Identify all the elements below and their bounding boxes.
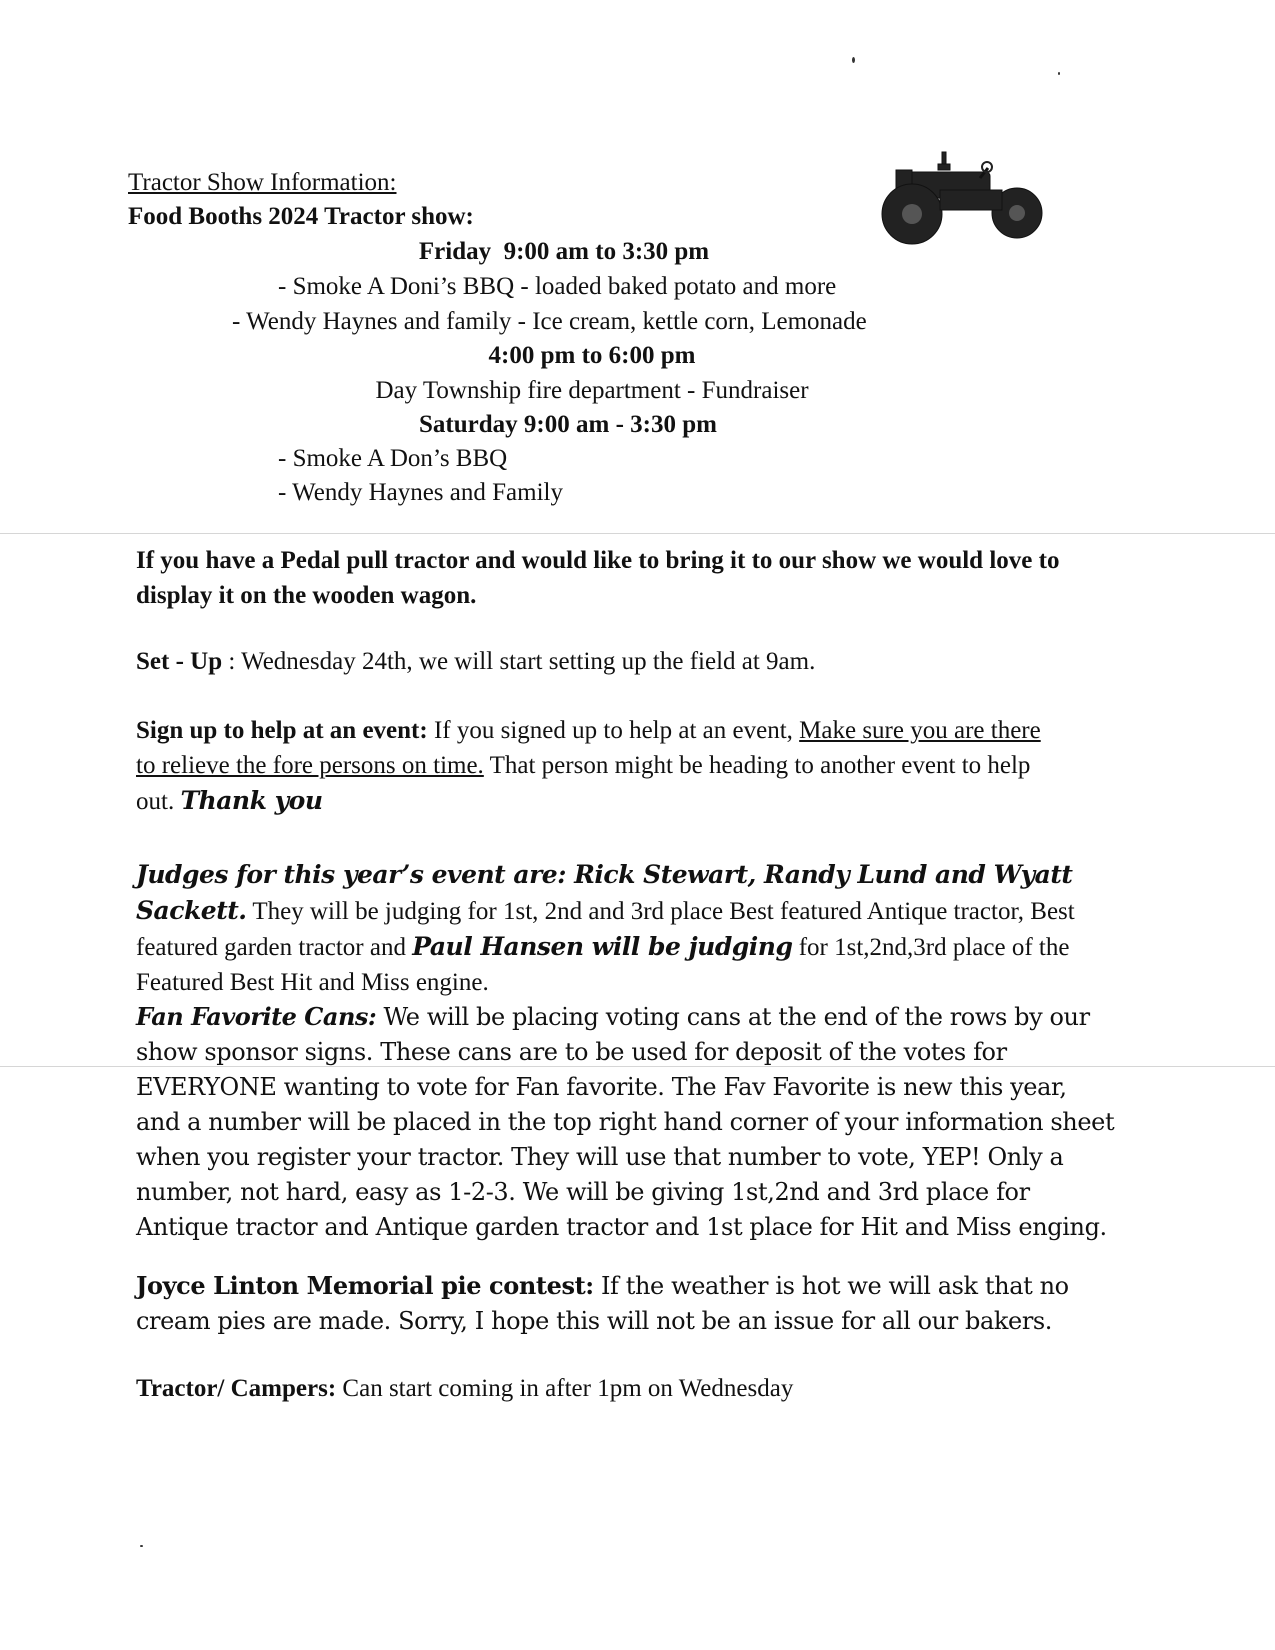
scan-speck	[140, 1545, 143, 1547]
pie-contest-text: If the weather is hot we will ask that no cream pies are made. Sorry, I hope this will not be an issue for all our bakers.	[136, 1272, 1069, 1335]
evening-time: 4:00 pm to 6:00 pm	[488, 342, 696, 369]
paul-hansen-text: Paul Hansen will be judging	[412, 932, 793, 961]
thank-you-text: Thank you	[180, 786, 323, 815]
signup-label: Sign up to help at an event:	[136, 717, 428, 744]
fan-favorite-paragraph	[136, 999, 1116, 1245]
judges-label: Judges for this year’s event are: Rick Stewart, Randy Lund and Wyatt Sackett.	[136, 860, 1073, 925]
evening-item: Day Township fire department - Fundraiser	[375, 377, 809, 404]
friday-time: Friday 9:00 am to 3:30 pm	[418, 238, 710, 265]
setup-label: Set - Up	[136, 648, 223, 675]
fan-favorite-text: We will be placing voting cans at the end of the rows by our show sponsor signs. These cans are to be used for deposit of the votes for EVERYONE wanting to vote for Fan favorite. The Fav Favorite is new this year, and a number will be placed in the top right hand corner of your information sheet when you register your tractor. They will use that number to vote, YEP! Only a number, not hard, easy as 1-2-3. We will be giving 1st,2nd and 3rd place for Antique tractor and Antique garden tractor and 1st place for Hit and Miss enging.	[136, 1003, 1115, 1241]
signup-underlined-text: Make sure you are there to relieve the fore persons on time.	[136, 717, 1041, 779]
setup-paragraph	[136, 644, 1136, 679]
judges-text-2: for 1st,2nd,3rd place of the Featured Best Hit and Miss engine.	[136, 934, 1070, 996]
fan-favorite-label: Fan Favorite Cans:	[136, 1002, 377, 1031]
judges-paragraph	[136, 857, 1096, 1000]
pie-contest-paragraph	[136, 1268, 1096, 1339]
friday-item: - Wendy Haynes and family - Ice cream, kettle corn, Lemonade	[232, 308, 867, 335]
campers-label: Tractor/ Campers:	[136, 1375, 337, 1402]
saturday-item: - Smoke A Don’s BBQ	[278, 445, 508, 472]
food-booths-title: Food Booths 2024 Tractor show:	[128, 203, 474, 230]
signup-text: If you signed up to help at an event,	[427, 717, 800, 744]
section-title: Tractor Show Information:	[128, 169, 397, 196]
judges-text: They will be judging for 1st, 2nd and 3rd place Best featured Antique tractor, Best featured garden tractor and	[136, 898, 1075, 961]
campers-text: Can start coming in after 1pm on Wednesday	[336, 1375, 794, 1402]
setup-text: : Wednesday 24th, we will start setting up the field at 9am.	[222, 648, 816, 675]
pie-contest-label: Joyce Linton Memorial pie contest:	[136, 1271, 594, 1300]
scan-speck	[1058, 72, 1060, 75]
scan-fold-line	[0, 533, 1275, 534]
tractor-clipart-icon	[880, 150, 1050, 255]
scan-speck	[852, 57, 855, 63]
saturday-item: - Wendy Haynes and Family	[278, 479, 563, 506]
friday-item: - Smoke A Doni’s BBQ - loaded baked potato and more	[278, 273, 837, 300]
campers-paragraph	[136, 1371, 1136, 1406]
saturday-time: Saturday 9:00 am - 3:30 pm	[419, 411, 717, 438]
signup-paragraph	[136, 713, 1056, 819]
signup-text-2: That person might be heading to another event to help out.	[136, 752, 1031, 815]
pedal-pull-paragraph: If you have a Pedal pull tractor and would like to bring it to our show we would love to display it on the wooden wagon.	[136, 547, 1060, 609]
